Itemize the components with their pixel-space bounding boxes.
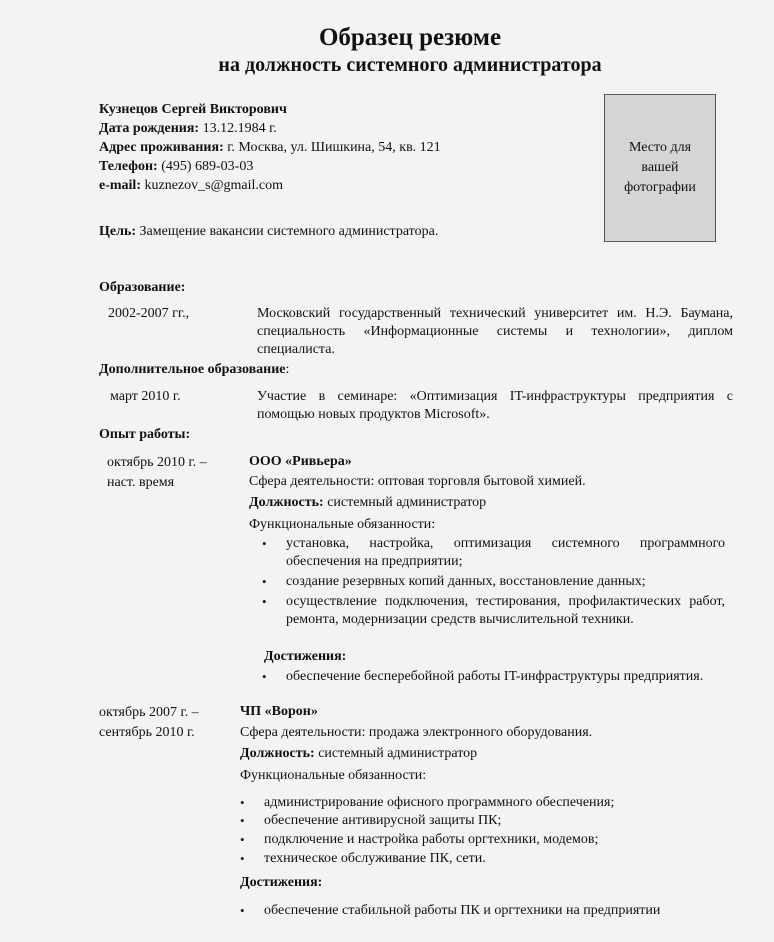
job-date-end: наст. время <box>107 475 175 490</box>
list-item <box>240 850 725 868</box>
additional-education-text: Участие в семинаре: «Оптимизация IT-инфраструктуры предприятия с помощью новых продуктов Microsoft». <box>257 389 733 422</box>
additional-education-heading-colon: : <box>285 362 290 377</box>
job-field: Сфера деятельности: продажа электронного оборудования. <box>240 725 593 740</box>
education-heading: Образование: <box>99 280 186 295</box>
job-date-start: октябрь 2007 г. – <box>99 705 199 720</box>
additional-education-heading-text: Дополнительное образование <box>99 362 286 377</box>
job-achievements-label: Достижения: <box>240 875 323 890</box>
phone-row <box>99 158 589 176</box>
list-item-text: осуществление подключения, тестирования, профилактических работ, ремонта, модернизации средств вычислительной техники. <box>286 594 725 627</box>
page-subtitle: на должность системного администратора <box>218 54 602 76</box>
photo-placeholder-text <box>624 138 696 198</box>
bullet-icon: • <box>262 669 267 684</box>
bullet-icon: • <box>240 832 245 847</box>
list-item-text: подключение и настройка работы оргтехники, модемов; <box>264 832 599 847</box>
phone-value: (495) 689-03-03 <box>157 159 254 174</box>
email-label: e-mail: <box>99 178 141 193</box>
address-label: Адрес проживания: <box>99 140 224 155</box>
bullet-icon: • <box>240 903 245 918</box>
address-row <box>99 139 589 157</box>
list-item <box>262 593 725 629</box>
job-position-value: системный администратор <box>323 495 487 510</box>
birth-date-label: Дата рождения: <box>99 121 200 136</box>
list-item-text: администрирование офисного программного обеспечения; <box>264 795 615 810</box>
bullet-icon: • <box>262 594 267 609</box>
bullet-icon: • <box>240 851 245 866</box>
list-item <box>240 794 725 812</box>
job-company: ЧП «Ворон» <box>240 704 318 719</box>
bullet-icon: • <box>240 795 245 810</box>
birth-date-row <box>99 120 589 138</box>
goal-label: Цель: <box>99 224 137 239</box>
job-achievements-label: Достижения: <box>264 649 347 664</box>
list-item-text: создание резервных копий данных, восстановление данных; <box>286 574 646 589</box>
photo-line-3: фотографии <box>624 180 696 195</box>
job-position-label: Должность: <box>240 746 315 761</box>
list-item <box>240 831 725 849</box>
page-title: Образец резюме <box>318 24 502 51</box>
list-item <box>262 535 725 571</box>
education-date: 2002-2007 гг., <box>108 306 190 321</box>
additional-education-heading <box>99 361 289 379</box>
job-duties-label: Функциональные обязанности: <box>249 517 436 532</box>
candidate-name: Кузнецов Сергей Викторович <box>99 102 287 117</box>
list-item <box>262 573 725 591</box>
list-item-text: обеспечение стабильной работы ПК и оргтехники на предприятии <box>264 903 661 918</box>
experience-heading: Опыт работы: <box>99 427 191 442</box>
list-item <box>240 812 725 830</box>
list-item <box>262 668 725 686</box>
job-company: ООО «Ривьера» <box>249 454 352 469</box>
job-date-end: сентябрь 2010 г. <box>99 725 195 740</box>
list-item-text: обеспечение антивирусной защиты ПК; <box>264 813 502 828</box>
education-text: Московский государственный технический университет им. Н.Э. Баумана, специальность «Информационные системы и технологии», диплом специалиста. <box>257 306 733 357</box>
goal-row <box>99 223 589 241</box>
email-row <box>99 177 589 195</box>
additional-education-date: март 2010 г. <box>110 389 181 404</box>
job-position-label: Должность: <box>249 495 324 510</box>
job-field: Сфера деятельности: оптовая торговля бытовой химией. <box>249 474 586 489</box>
address-value: г. Москва, ул. Шишкина, 54, кв. 121 <box>223 140 441 155</box>
job-position <box>240 745 477 763</box>
photo-line-2: вашей <box>641 160 679 175</box>
bullet-icon: • <box>262 574 267 589</box>
photo-line-1: Место для <box>628 140 692 155</box>
list-item-text: установка, настройка, оптимизация системного программного обеспечения на предприятии; <box>286 536 725 569</box>
phone-label: Телефон: <box>99 159 158 174</box>
list-item-text: техническое обслуживание ПК, сети. <box>264 851 486 866</box>
job-date-start: октябрь 2010 г. – <box>107 455 207 470</box>
photo-placeholder <box>604 94 716 242</box>
job-position-value: системный администратор <box>314 746 478 761</box>
job-position <box>249 494 486 512</box>
list-item <box>240 902 725 920</box>
goal-value: Замещение вакансии системного администратора. <box>136 224 439 239</box>
email-value: kuznezov_s@gmail.com <box>140 178 283 193</box>
list-item-text: обеспечение бесперебойной работы IT-инфраструктуры предприятия. <box>286 669 704 684</box>
bullet-icon: • <box>240 813 245 828</box>
bullet-icon: • <box>262 536 267 551</box>
job-duties-label: Функциональные обязанности: <box>240 768 427 783</box>
birth-date-value: 13.12.1984 г. <box>199 121 277 136</box>
